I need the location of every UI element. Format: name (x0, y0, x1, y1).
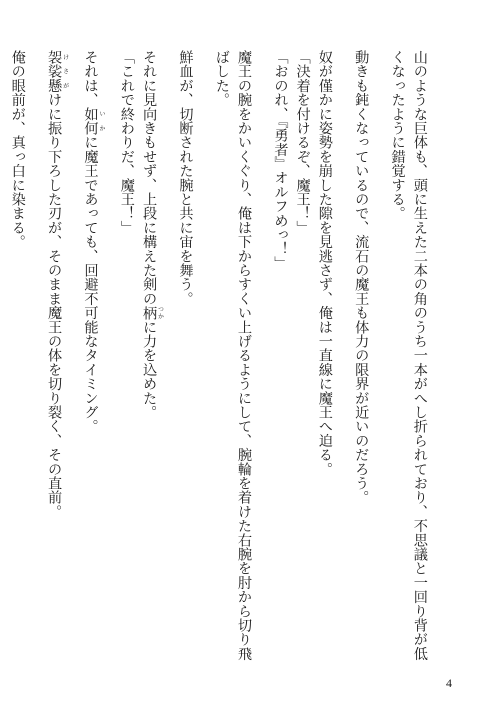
text-line-12: それは、如何 いかに魔王であっても、回避不可能なタイミング。 (82, 50, 105, 434)
text-line-3: 動きも鈍くなっているので、流石の魔王も体力の限界が近いのだろう。 (353, 50, 370, 505)
text-line-8: ばした。 (213, 50, 230, 107)
text-line-14: 俺の眼前が、真っ白に染まる。 (9, 50, 26, 249)
ruby-ikani: いか (97, 106, 105, 136)
text-line-13: 袈裟懸 けさがけに振り下ろした刃が、そのまま魔王の体を切り裂く、その直前。 (46, 50, 69, 519)
ruby-tsuka: つか (156, 305, 164, 320)
text-line-9: 鮮血が、切断された腕と共に宙を舞う。 (177, 50, 194, 306)
ruby-kesagake: けさが (61, 50, 69, 93)
text-line-1: 山のような巨体も、頭に生えた二本の角のうち一本がへし折られており、不思議と一回り背が低 (411, 50, 428, 661)
body-text (0, 50, 445, 661)
text-line-4: 奴が僅かに姿勢を崩した隙を見逃さず、俺は一直線に魔王へ迫る。 (316, 50, 333, 476)
text-line-7: 魔王の腕をかいくぐり、俺は下からすくい上げるようにして、腕輪を着けた右腕を肘から切り飛 (236, 50, 253, 661)
text-line-5: 「決着を付けるぞ、魔王！」 (294, 50, 311, 235)
page-number: 4 (446, 676, 452, 690)
text-line-10: それに見向きもせず、上段に構えた剣の柄 つかに力を込めた。 (141, 50, 164, 420)
text-line-2: くなったように錯覚する。 (389, 50, 406, 221)
text-line-11: 「これで終わりだ、魔王！」 (118, 50, 135, 235)
text-line-6: 「おのれ、『勇者』オルフめっ！」 (272, 50, 289, 271)
